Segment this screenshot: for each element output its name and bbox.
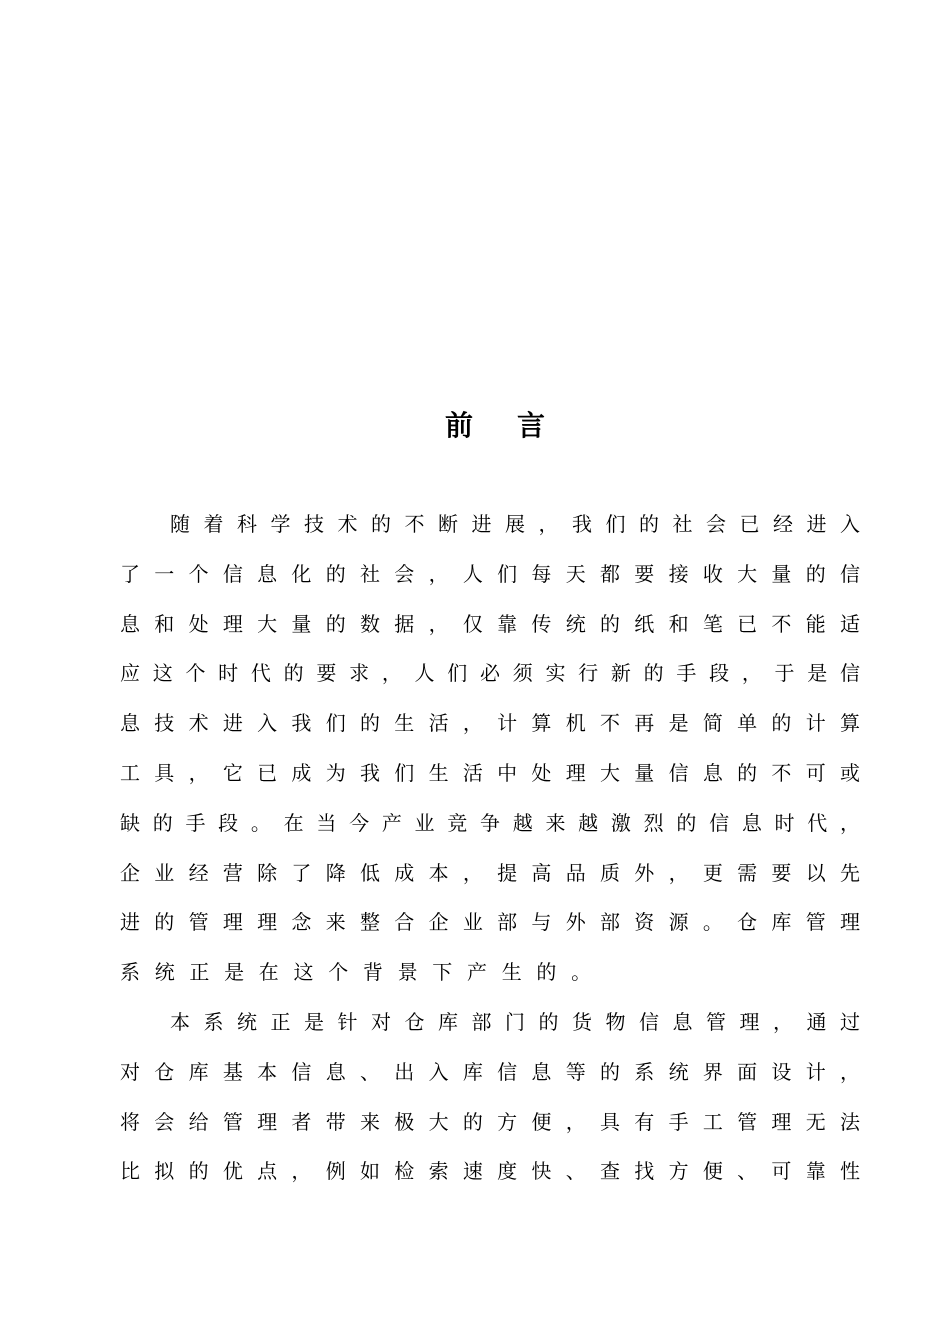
page-title xyxy=(0,404,950,448)
paragraph-line: 工 具 ， 它 已 成 为 我 们 生 活 中 处 理 大 量 信 息 的 不 可 或 xyxy=(120,760,860,785)
paragraph-line: 将 会 给 管 理 者 带 来 极 大 的 方 便 ， 具 有 手 工 管 理 无 法 xyxy=(120,1109,860,1134)
paragraph-line: 本 系 统 正 是 针 对 仓 库 部 门 的 货 物 信 息 管 理 ， 通 过 xyxy=(170,1009,860,1034)
body-text xyxy=(120,500,865,1197)
paragraph-line: 随 着 科 学 技 术 的 不 断 进 展 ， 我 们 的 社 会 已 经 进 入 xyxy=(170,512,860,536)
paragraph-line: 缺 的 手 段 。 在 当 今 产 业 竞 争 越 来 越 激 烈 的 信 息 时 代 ， xyxy=(120,810,860,835)
paragraph-line: 息 技 术 进 入 我 们 的 生 活 ， 计 算 机 不 再 是 简 单 的 计 算 xyxy=(120,711,860,736)
paragraph-line: 应 这 个 时 代 的 要 求 ， 人 们 必 须 实 行 新 的 手 段 ， 于 是 信 xyxy=(120,661,860,686)
paragraph-line: 比 拟 的 优 点 ， 例 如 检 索 速 度 快 、 查 找 方 便 、 可 靠 性 xyxy=(120,1159,860,1184)
title-char-2: 言 xyxy=(517,409,546,442)
paragraph-line: 企 业 经 营 除 了 降 低 成 本 ， 提 高 品 质 外 ， 更 需 要 以 先 xyxy=(120,860,860,885)
paragraph-line: 对 仓 库 基 本 信 息 、 出 入 库 信 息 等 的 系 统 界 面 设 计 ， xyxy=(120,1059,860,1084)
title-char-1: 前 xyxy=(444,409,473,442)
paragraph-line: 息 和 处 理 大 量 的 数 据 ， 仅 靠 传 统 的 纸 和 笔 已 不 能 适 xyxy=(120,611,860,636)
paragraph-line: 进 的 管 理 理 念 来 整 合 企 业 部 与 外 部 资 源 。 仓 库 管 理 xyxy=(120,910,860,935)
paragraph-line: 了 一 个 信 息 化 的 社 会 ， 人 们 每 天 都 要 接 收 大 量 的 信 xyxy=(120,561,860,586)
paragraph-line: 系 统 正 是 在 这 个 背 景 下 产 生 的 。 xyxy=(120,960,592,985)
